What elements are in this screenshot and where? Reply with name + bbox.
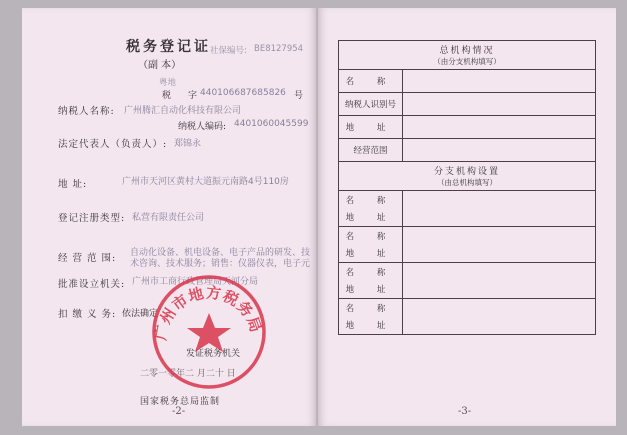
hq-title: 总机构情况	[439, 46, 495, 56]
address: 广州市天河区黄村大道振元南路4号110房	[122, 177, 289, 187]
branch-3-addr: 地 址	[339, 281, 403, 299]
duty-label: 扣 缴 义 务:	[58, 309, 117, 320]
branch-4-name: 名 称	[339, 299, 403, 317]
branch-1-cell	[403, 191, 596, 227]
branch-2-addr: 地 址	[339, 245, 403, 263]
official-seal-icon	[150, 273, 268, 391]
branch-1-addr: 地 址	[339, 209, 403, 227]
cert-no: BE8127954	[254, 44, 304, 54]
right-page	[318, 8, 616, 426]
branch-3-cell	[403, 263, 596, 299]
address-label: 地 址:	[58, 179, 88, 190]
left-page-number: -2-	[172, 406, 186, 417]
issue-date: 二零一零年二 月二十 日	[140, 369, 236, 379]
hq-row-address: 地 址	[339, 116, 403, 139]
scope-line-2: 术咨询、技术服务；销售：仪器仪表，电子元	[130, 259, 311, 269]
tax-id: 440106687685826	[200, 88, 286, 98]
approval-label: 批准设立机关:	[58, 279, 126, 290]
tax-char: 字	[188, 91, 198, 101]
seal-text: 广州市地方税务局	[151, 283, 266, 342]
branch-4-cell	[403, 299, 596, 335]
left-page	[22, 8, 316, 426]
certificate-title: 税务登记证	[126, 39, 211, 55]
right-page-number: -3-	[458, 406, 472, 417]
cert-no-label: 社保编号:	[210, 46, 247, 56]
hq-row-taxid: 纳税人识别号	[339, 93, 403, 116]
institution-table	[338, 40, 596, 335]
branch-2-name: 名 称	[339, 227, 403, 245]
branch-2-cell	[403, 227, 596, 263]
reg-type: 私营有限责任公司	[132, 213, 205, 223]
branch-header	[339, 162, 596, 191]
taxpayer-code-label: 纳税人编码:	[178, 122, 227, 132]
branch-note: （由总机构填写）	[437, 178, 497, 187]
taxpayer-code: 4401060045599	[234, 119, 309, 129]
branch-title: 分支机构设置	[433, 167, 500, 177]
reg-type-label: 登记注册类型:	[58, 213, 126, 224]
taxpayer-name: 广州腾汇自动化科技有限公司	[124, 106, 242, 116]
branch-1-name: 名 称	[339, 191, 403, 209]
duty-value: 依法确定	[122, 309, 159, 319]
tax-prefix: 粤地	[159, 78, 177, 88]
hq-header	[339, 41, 596, 70]
scope-line-1: 自动化设备、机电设备、电子产品的研发、技	[130, 248, 311, 258]
taxpayer-name-label: 纳税人名称:	[58, 106, 115, 117]
approval-authority: 广州市工商行政管理局天河分局	[132, 277, 259, 287]
branch-3-name: 名 称	[339, 263, 403, 281]
copy-subtitle: （副 本）	[138, 60, 182, 71]
issuer-label: 发证税务机关	[186, 349, 241, 359]
hq-name-cell	[403, 70, 596, 93]
hq-address-cell	[403, 116, 596, 139]
tax-suffix: 号	[294, 91, 304, 101]
legal-rep-label: 法定代表人（负责人）:	[58, 139, 168, 150]
branch-4-addr: 地 址	[339, 317, 403, 335]
hq-taxid-cell	[403, 93, 596, 116]
scope-label: 经 营 范 围:	[58, 253, 117, 264]
hq-row-scope: 经营范围	[339, 139, 403, 162]
legal-rep: 郑锦永	[174, 139, 202, 149]
hq-scope-cell	[403, 139, 596, 162]
supervision-note: 国家税务总局监制	[140, 397, 221, 407]
hq-row-name: 名 称	[339, 70, 403, 93]
tax-word: 税	[162, 91, 172, 101]
hq-note: （由分支机构填写）	[433, 57, 501, 66]
